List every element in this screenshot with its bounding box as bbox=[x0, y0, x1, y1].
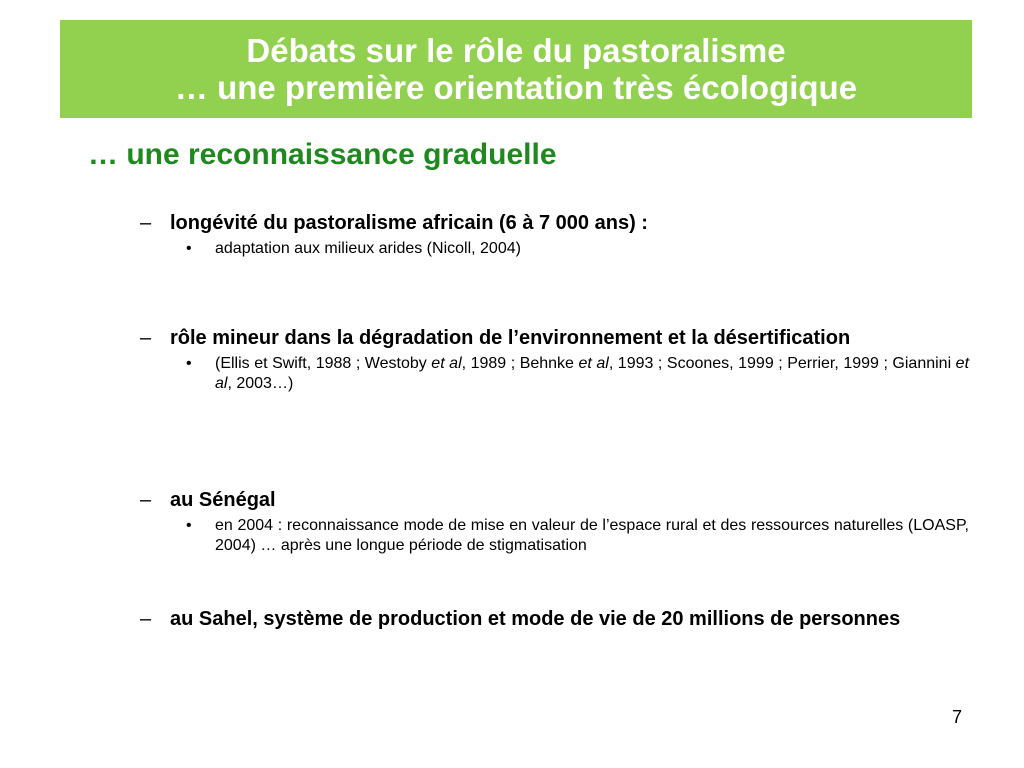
citation-etal: et al bbox=[431, 355, 462, 372]
item-heading: longévité du pastoralisme africain (6 à 7 000 ans) : bbox=[170, 212, 648, 234]
dash-marker: – bbox=[140, 212, 152, 234]
item-heading: rôle mineur dans la dégradation de l’environnement et la désertification bbox=[170, 327, 851, 349]
citation-part: , 1993 ; Scoones, 1999 ; Perrier, 1999 ; Giannini bbox=[608, 355, 956, 372]
list-item-sahel bbox=[140, 607, 969, 631]
slide-subtitle: … une reconnaissance graduelle bbox=[88, 138, 557, 171]
list-item-senegal bbox=[140, 488, 969, 556]
dash-marker: – bbox=[140, 489, 152, 511]
sub-item-text bbox=[215, 354, 969, 394]
list-item-degradation bbox=[140, 326, 969, 394]
sub-item-text: adaptation aux milieux arides (Nicoll, 2004) bbox=[215, 240, 521, 257]
slide-title-band bbox=[60, 20, 972, 118]
citation-part: (Ellis et Swift, 1988 ; Westoby bbox=[215, 355, 432, 372]
slide-title-line-1: Débats sur le rôle du pastoralisme bbox=[246, 32, 786, 69]
citation-part: , 2003…) bbox=[227, 375, 294, 392]
dash-marker: – bbox=[140, 608, 152, 630]
citation-etal: et al bbox=[578, 355, 609, 372]
citation-etal: et al bbox=[215, 355, 970, 392]
sub-item-text: en 2004 : reconnaissance mode de mise en valeur de l’espace rural et des ressources naturelles (LOASP, 2004) … après une longue période de stigmatisation bbox=[215, 517, 969, 554]
bullet-marker: • bbox=[186, 517, 192, 534]
sub-item bbox=[140, 516, 969, 556]
page-number: 7 bbox=[951, 707, 962, 727]
bullet-marker: • bbox=[186, 355, 192, 372]
list-item-longevity bbox=[140, 211, 969, 259]
slide-title-line-2: … une première orientation très écologique bbox=[174, 69, 858, 106]
item-heading: au Sénégal bbox=[170, 489, 276, 511]
item-heading: au Sahel, système de production et mode de vie de 20 millions de personnes bbox=[170, 608, 901, 630]
citation-part: , 1989 ; Behnke bbox=[461, 355, 579, 372]
bullet-marker: • bbox=[186, 240, 192, 257]
sub-item bbox=[140, 239, 969, 259]
sub-item bbox=[140, 354, 969, 394]
dash-marker: – bbox=[140, 327, 152, 349]
